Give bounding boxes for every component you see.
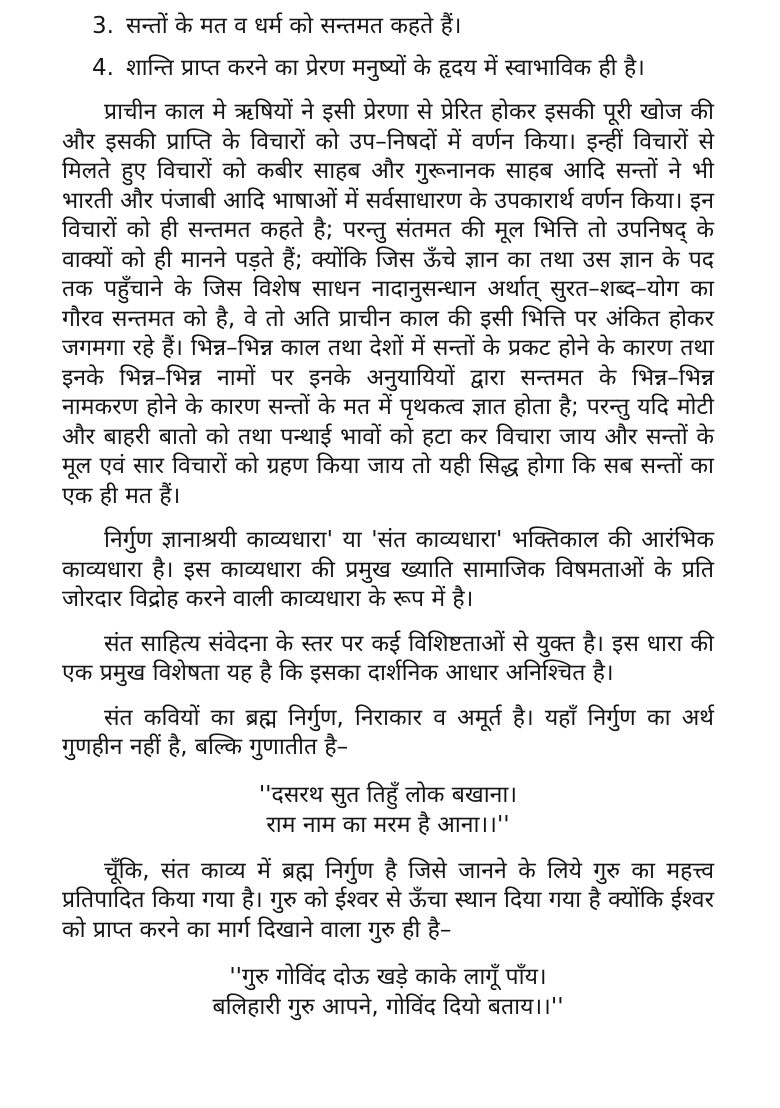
verse-line: ''दसरथ सुत तिहुँ लोक बखाना। [258, 781, 518, 808]
verse-guru-govind [62, 962, 714, 1022]
paragraph-guru-mahatva: चूँकि, संत काव्य में ब्रह्म निर्गुण है जिसे जानने के लिये गुरु का महत्त्व प्रतिपादित किया गया है। गुरु को ईश्वर से ऊँचा स्थान दिया गया है क्योंकि ईश्वर को प्राप्त करने का मार्ग दिखाने वाला गुरु ही है– [62, 857, 714, 943]
verse-line: ''गुरु गोविंद दोऊ खड़े काके लागूँ पाँय। [229, 964, 547, 990]
verse-line: राम नाम का मरम है आना।।'' [266, 811, 510, 838]
paragraph-santmat-history: प्राचीन काल मे ऋषियों ने इसी प्रेरणा से प्रेरित होकर इसकी पूरी खोज की और इसकी प्राप्ति के विचारों को उप–निषदों में वर्णन किया। इन्हीं विचारों से मिलते हुए विचारों को कबीर साहब और गुरूनानक साहब आदि सन्तों ने भी भारती और पंजाबी आदि भाषाओं में सर्वसाधारण के उपकारार्थ वर्णन किया। इन विचारों को ही सन्तमत कहते है; परन्तु संतमत की मूल भित्ति तो उपनिषद् के वाक्यों को ही मानने पड़ते हैं; क्योंकि जिस ऊँचे ज्ञान का तथा उस ज्ञान के पद तक पहुँचाने के जिस विशेष साधन नादानुसन्धान अर्थात् सुरत–शब्द–योग का गौरव सन्तमत को है, वे तो अति प्राचीन काल की इसी भित्ति पर अंकित होकर जगमगा रहे हैं। भिन्न–भिन्न काल तथा देशों में सन्तों के प्रकट होने के कारण तथा इनके भिन्न–भिन्न नामों पर इनके अनुयायियों द्वारा सन्तमत के भिन्न–भिन्न नामकरण होने के कारण सन्तों के मत में पृथकत्व ज्ञात होता है; परन्तु यदि मोटी और बाहरी बातो को तथा पन्थाई भावों को हटा कर विचारा जाय और सन्तों के मूल एवं सार विचारों को ग्रहण किया जाय तो यही सिद्ध होगा कि सब सन्तों का एक ही मत हैं। [62, 99, 714, 509]
verse-dasrath-sut [62, 780, 714, 840]
paragraph-nirgun-kavyadhara: निर्गुण ज्ञानाश्रयी काव्यधारा' या 'संत काव्यधारा' भक्तिकाल की आरंभिक काव्यधारा है। इस काव्यधारा की प्रमुख ख्याति सामाजिक विषमताओं के प्रति जोरदार विद्रोह करने वाली काव्यधारा के रूप में है। [62, 527, 714, 612]
paragraph-sant-sahitya: संत साहित्य संवेदना के स्तर पर कई विशिष्टताओं से युक्त है। इस धारा की एक प्रमुख विशेषता यह है कि इसका दार्शनिक आधार अनिश्चित है। [62, 630, 714, 686]
item-number: 4. [92, 54, 114, 81]
verse-line: बलिहारी गुरु आपने, गोविंद दियो बताय।।'' [212, 994, 564, 1020]
paragraph-sant-kaviyon: संत कवियों का ब्रह्म निर्गुण, निराकार व अमूर्त है। यहाँ निर्गुण का अर्थ गुणहीन नहीं है, बल्कि गुणातीत है– [62, 704, 714, 760]
item-number: 3. [92, 13, 114, 39]
item-text: सन्तों के मत व धर्म को सन्तमत कहते हैं। [125, 13, 462, 39]
item-text: शान्ति प्राप्त करने का प्रेरण मनुष्यों के हृदय में स्वाभाविक ही है। [125, 54, 645, 81]
numbered-item-4 [92, 54, 714, 84]
numbered-item-3 [92, 12, 714, 42]
